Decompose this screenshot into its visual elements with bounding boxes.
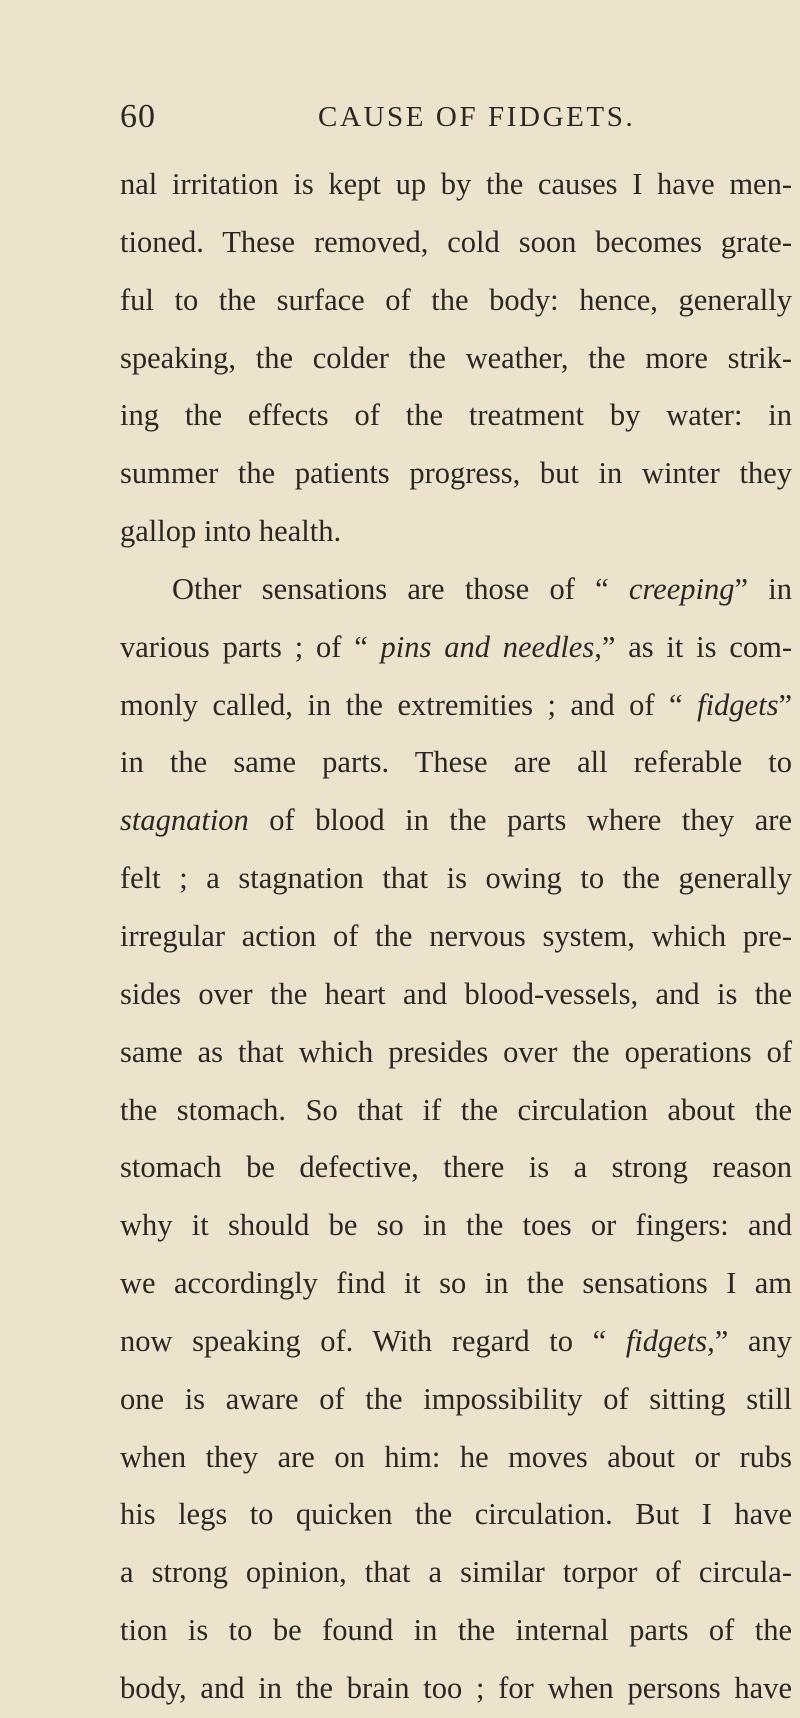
- text-line: [120, 1082, 792, 1140]
- text-line: [120, 677, 792, 735]
- text-span: various parts ; of “: [120, 629, 381, 664]
- text-span: stomach be defective, there is a strong reason: [120, 1150, 792, 1185]
- text-span: his legs to quicken the circulation. But I have: [120, 1497, 792, 1532]
- text-span: ful to the surface of the body: hence, generally: [120, 282, 792, 317]
- text-span: when they are on him: he moves about or rubs: [120, 1439, 792, 1474]
- text-span: ”: [778, 687, 792, 722]
- text-line: [120, 1139, 792, 1197]
- text-line: [120, 1024, 792, 1082]
- text-line: [120, 734, 792, 792]
- text-span: in the same parts. These are all referable to: [120, 745, 792, 780]
- text-line: [120, 1429, 792, 1487]
- text-span: Other sensations are those of “: [172, 571, 629, 606]
- text-span: tion is to be found in the internal parts of the: [120, 1613, 792, 1648]
- italic-text: stagnation: [120, 803, 249, 838]
- running-head: CAUSE OF FIDGETS.: [318, 101, 636, 133]
- text-line: [120, 1313, 792, 1371]
- text-line: [120, 156, 792, 214]
- text-line: [120, 272, 792, 330]
- text-span: now speaking of. With regard to “: [120, 1323, 626, 1358]
- text-line: [120, 1371, 792, 1429]
- text-line: [120, 214, 792, 272]
- text-line: [120, 1255, 792, 1313]
- body-text: [120, 156, 792, 1718]
- text-line: [120, 561, 792, 619]
- text-line: [120, 1660, 792, 1718]
- text-span: the stomach. So that if the circulation about the: [120, 1092, 792, 1127]
- text-span: one is aware of the impossibility of sitting still: [120, 1381, 792, 1416]
- text-span: ” as it is com-: [601, 629, 792, 664]
- text-span: ” any: [714, 1323, 792, 1358]
- text-span: felt ; a stagnation that is owing to the generally: [120, 861, 792, 896]
- text-span: speaking, the colder the weather, the more strik-: [120, 340, 792, 375]
- text-line: [120, 908, 792, 966]
- text-span: body, and in the brain too ; for when persons have: [120, 1670, 792, 1705]
- text-span: ” in: [734, 571, 792, 606]
- text-line: [120, 1197, 792, 1255]
- italic-text: pins and needles,: [380, 629, 602, 664]
- text-line: [120, 1486, 792, 1544]
- italic-text: fidgets,: [625, 1323, 715, 1358]
- text-span: a strong opinion, that a similar torpor of circula-: [120, 1555, 792, 1590]
- text-line: [120, 619, 792, 677]
- italic-text: fidgets: [697, 687, 779, 722]
- text-line: [120, 503, 792, 561]
- text-line: [120, 445, 792, 503]
- text-line: [120, 792, 792, 850]
- text-line: [120, 1544, 792, 1602]
- text-span: same as that which presides over the operations of: [120, 1034, 792, 1069]
- text-span: sides over the heart and blood-vessels, and is the: [120, 976, 792, 1011]
- text-line: [120, 387, 792, 445]
- page-number: 60: [120, 98, 156, 135]
- text-span: of blood in the parts where they are: [248, 803, 792, 838]
- text-span: monly called, in the extremities ; and of “: [120, 687, 698, 722]
- text-span: we accordingly find it so in the sensations I am: [120, 1266, 792, 1301]
- page-header: [0, 92, 800, 142]
- text-span: tioned. These removed, cold soon becomes grate-: [120, 224, 792, 259]
- italic-text: creeping: [628, 571, 735, 606]
- text-line: [120, 1602, 792, 1660]
- text-span: summer the patients progress, but in winter they: [120, 456, 792, 491]
- text-span: ing the effects of the treatment by water: in: [120, 398, 792, 433]
- text-span: irregular action of the nervous system, which pre-: [120, 918, 792, 953]
- text-line: [120, 966, 792, 1024]
- text-span: nal irritation is kept up by the causes I have men-: [120, 167, 792, 201]
- text-span: why it should be so in the toes or fingers: and: [120, 1208, 792, 1243]
- text-line: [120, 330, 792, 388]
- text-span: gallop into health.: [120, 514, 342, 549]
- text-line: [120, 850, 792, 908]
